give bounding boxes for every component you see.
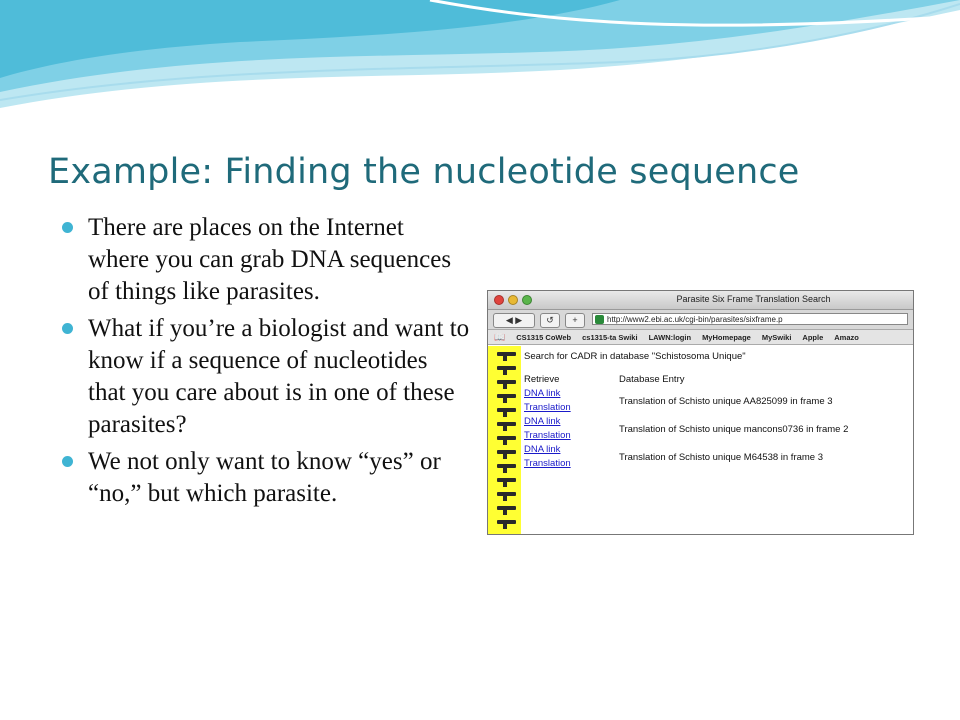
bookmark-item[interactable]: cs1315-ta Swiki (582, 332, 638, 342)
back-forward-buttons[interactable] (493, 313, 535, 328)
header-wave-decoration (0, 0, 960, 120)
forward-arrow-icon[interactable]: ▶ (515, 315, 523, 325)
bullet-item (60, 446, 470, 510)
bullet-icon (62, 222, 73, 233)
result-entry: Translation of Schisto unique M64538 in frame 3 (619, 452, 824, 463)
bullet-icon (62, 323, 73, 334)
bullet-text: We not only want to know “yes” or “no,” but which parasite. (88, 448, 441, 507)
slide-title: Example: Finding the nucleotide sequence (48, 152, 800, 192)
bookmark-item[interactable]: MyHomepage (702, 332, 751, 342)
site-favicon-icon (595, 315, 604, 324)
spiral-ring (497, 394, 516, 398)
window-title: Parasite Six Frame Translation Search (676, 294, 831, 304)
spiral-ring (497, 408, 516, 412)
bookmark-item[interactable]: Amazo (834, 332, 859, 342)
search-heading: Search for CADR in database "Schistosoma Unique" (524, 351, 746, 362)
spiral-ring (497, 422, 516, 426)
address-url: http://www2.ebi.ac.uk/cgi-bin/parasites/sixframe.p (607, 315, 783, 324)
browser-toolbar (488, 310, 913, 330)
bullet-item (60, 313, 470, 441)
page-content (488, 346, 913, 534)
spiral-ring (497, 352, 516, 356)
minimize-window-button[interactable] (508, 295, 518, 305)
translation-link[interactable]: Translation (524, 402, 571, 413)
add-bookmark-button[interactable] (565, 313, 585, 328)
spiral-ring (497, 436, 516, 440)
result-entry: Translation of Schisto unique AA825099 in frame 3 (619, 396, 833, 407)
translation-link[interactable]: Translation (524, 458, 571, 469)
bullet-item (60, 212, 470, 308)
spiral-ring (497, 492, 516, 496)
spiral-ring (497, 478, 516, 482)
bullet-text: What if you’re a biologist and want to know if a sequence of nucleotides that you care about is in one of these parasites? (88, 315, 470, 438)
dna-link[interactable]: DNA link (524, 444, 561, 455)
address-bar[interactable] (592, 313, 908, 325)
result-entry: Translation of Schisto unique mancons0736 in frame 2 (619, 424, 849, 435)
open-book-icon[interactable]: 📖 (494, 331, 506, 342)
bookmark-item[interactable]: CS1315 CoWeb (516, 332, 572, 342)
reload-icon: ↺ (546, 315, 554, 325)
spiral-binding-decoration (488, 346, 521, 534)
column-header-retrieve: Retrieve (524, 374, 560, 385)
close-window-button[interactable] (494, 295, 504, 305)
spiral-ring (497, 450, 516, 454)
spiral-ring (497, 366, 516, 370)
bullet-icon (62, 456, 73, 467)
column-header-database-entry: Database Entry (619, 374, 685, 385)
bookmark-item[interactable]: Apple (802, 332, 824, 342)
spiral-ring (497, 464, 516, 468)
bullet-text: There are places on the Internet where you can grab DNA sequences of things like parasites. (88, 214, 452, 305)
window-controls (494, 295, 532, 305)
bookmark-item[interactable]: MySwiki (761, 332, 792, 342)
bookmarks-bar (488, 330, 913, 345)
dna-link[interactable]: DNA link (524, 388, 561, 399)
bookmark-item[interactable]: LAWN:login (648, 332, 692, 342)
spiral-ring (497, 380, 516, 384)
back-arrow-icon[interactable]: ◀ (505, 315, 513, 325)
zoom-window-button[interactable] (522, 295, 532, 305)
bullet-list (60, 212, 470, 515)
spiral-ring (497, 520, 516, 524)
browser-titlebar (488, 291, 913, 310)
plus-icon: + (572, 315, 578, 325)
reload-button[interactable] (540, 313, 560, 328)
spiral-ring (497, 506, 516, 510)
browser-window (487, 290, 914, 535)
dna-link[interactable]: DNA link (524, 416, 561, 427)
translation-link[interactable]: Translation (524, 430, 571, 441)
